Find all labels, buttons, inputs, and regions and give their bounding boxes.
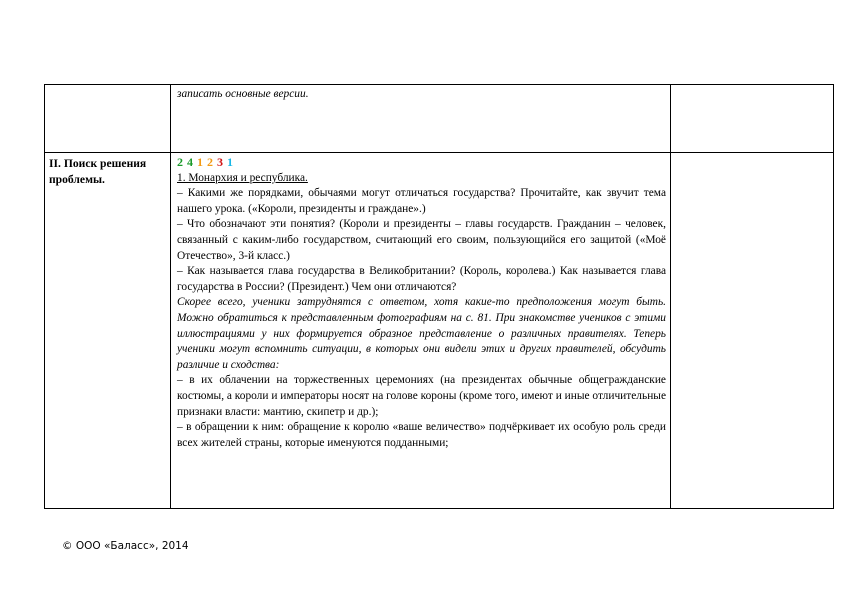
activity-digit: 2 <box>177 155 184 169</box>
copyright-footer: © ООО «Баласс», 2014 <box>62 540 189 552</box>
notes-cell <box>671 85 834 152</box>
row1-content-text: записать основные версии. <box>177 88 309 100</box>
activity-digit: 1 <box>227 155 234 169</box>
table-row <box>45 153 833 509</box>
activity-digit: 1 <box>197 155 204 169</box>
lesson-table <box>44 84 834 509</box>
lesson-paragraph: Скорее всего, ученики затруднятся с ответом, хотя какие-то предположения могут быть. Можно обратиться к представленным фотографиям на с. 81. При знакомстве учеников с этими иллюстрациями у них формируется образное представление о различных правителях. Теперь ученики могут вспомнить ситуации, в которых они видели этих и других правителей, обсудить различие и сходства: <box>177 296 666 371</box>
lesson-paragraph: – в обращении к ним: обращение к королю «ваше величество» подчёркивает их особую роль среди всех жителей страны, которые именуются подданными; <box>177 421 666 449</box>
content-cell <box>171 153 671 509</box>
lesson-paragraph: – Как называется глава государства в Великобритании? (Король, королева.) Как называется глава государства в России? (Президент.) Чем они отличаются? <box>177 265 666 293</box>
stage-cell <box>45 85 171 152</box>
activity-digit: 3 <box>217 155 224 169</box>
lesson-paragraph: – Что обозначают эти понятия? (Короли и президенты – главы государств. Гражданин – человек, связанный с каким-либо государством, считающий его своим, пользующийся его защитой («Моё Отечество», 3-й класс.) <box>177 218 666 262</box>
activity-digits <box>177 155 666 171</box>
stage-cell <box>45 153 171 509</box>
notes-cell <box>671 153 834 509</box>
content-cell <box>171 85 671 152</box>
section-heading: 1. Монархия и республика. <box>177 171 308 184</box>
stage-title: II. Поиск решения проблемы. <box>49 157 147 186</box>
activity-digit: 2 <box>207 155 214 169</box>
activity-digit: 4 <box>187 155 194 169</box>
table-row <box>45 85 833 153</box>
lesson-paragraph: – Какими же порядками, обычаями могут отличаться государства? Прочитайте, как звучит тема нашего урока. («Короли, президенты и граждане».) <box>177 187 666 215</box>
lesson-paragraph: – в их облачении на торжественных церемониях (на президентах обычные общегражданские костюмы, а короли и императоры носят на голове короны (кроме того, имеют и иные отличительные признаки власти: мантию, скипетр и др.); <box>177 374 666 418</box>
